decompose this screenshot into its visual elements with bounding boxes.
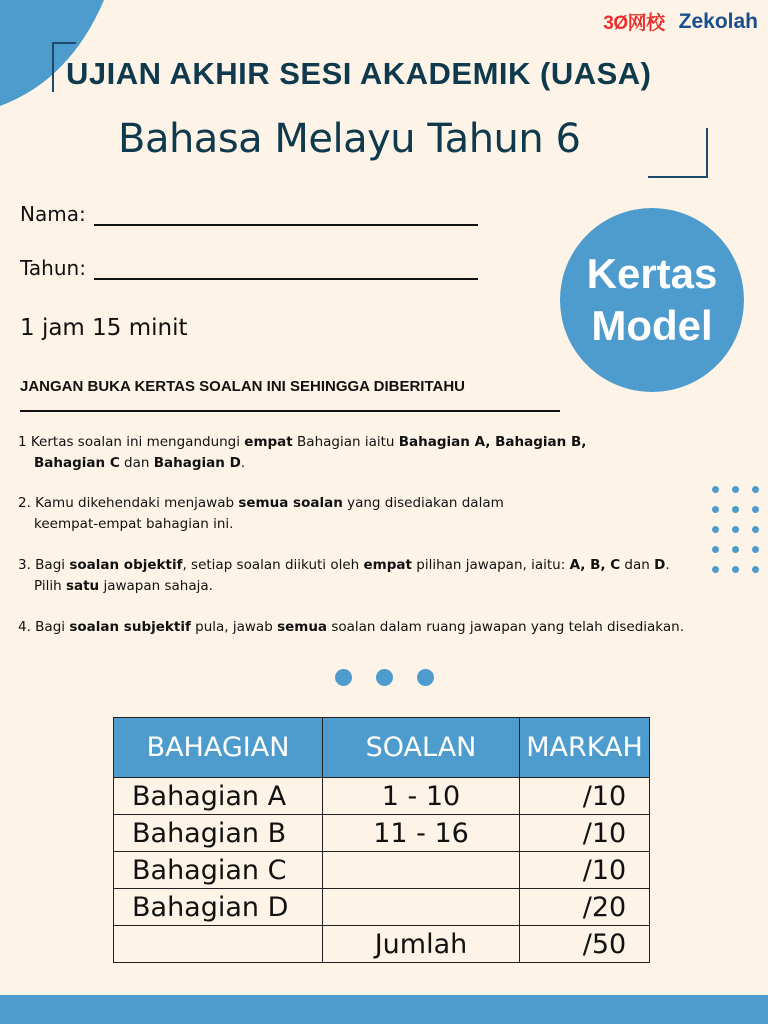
warning-underline <box>20 410 560 412</box>
exam-subtitle: Bahasa Melayu Tahun 6 <box>118 116 581 162</box>
header-markah: MARKAH <box>520 718 650 778</box>
table-row <box>114 778 650 815</box>
dot-grid-decoration <box>712 486 759 573</box>
cell-bahagian <box>114 926 323 963</box>
instruction-3: 3. Bagi soalan objektif, setiap soalan diikuti oleh empat pilihan jawapan, iaitu: A, B, C dan D. Pilih satu jawapan sahaja. <box>18 557 670 594</box>
cell-markah-total: /50 <box>520 926 650 963</box>
table-row <box>114 889 650 926</box>
instruction-4: 4. Bagi soalan subjektif pula, jawab semua soalan dalam ruang jawapan yang telah disediakan. <box>18 619 685 635</box>
cell-bahagian: Bahagian B <box>114 815 323 852</box>
warning-text: JANGAN BUKA KERTAS SOALAN INI SEHINGGA DIBERITAHU <box>20 378 466 395</box>
cell-jumlah: Jumlah <box>323 926 520 963</box>
logo-30wangxiao: 3Ø网校 <box>603 13 665 34</box>
cell-soalan <box>323 852 520 889</box>
exam-title: UJIAN AKHIR SESI AKADEMIK (UASA) <box>66 56 652 91</box>
cell-soalan: 11 - 16 <box>323 815 520 852</box>
cell-markah: /10 <box>520 778 650 815</box>
cell-markah: /20 <box>520 889 650 926</box>
table-header-row <box>114 718 650 778</box>
cell-markah: /10 <box>520 815 650 852</box>
instruction-1: 1 Kertas soalan ini mengandungi empat Bahagian iaitu Bahagian A, Bahagian B, Bahagian C dan Bahagian D. <box>18 434 587 471</box>
exam-duration: 1 jam 15 minit <box>20 315 188 341</box>
frame-corner-bottom-right <box>648 128 708 178</box>
cell-markah: /10 <box>520 852 650 889</box>
cell-bahagian: Bahagian C <box>114 852 323 889</box>
logo-bar <box>603 8 758 35</box>
tahun-field <box>20 256 478 280</box>
nama-blank-line <box>94 204 478 226</box>
cell-soalan <box>323 889 520 926</box>
instruction-2: 2. Kamu dikehendaki menjawab semua soalan yang disediakan dalam keempat-empat bahagian ini. <box>18 495 504 532</box>
table-row <box>114 815 650 852</box>
cell-bahagian: Bahagian D <box>114 889 323 926</box>
tahun-label: Tahun: <box>20 256 86 280</box>
bottom-bar <box>0 995 768 1024</box>
marks-table <box>113 717 650 963</box>
table-total-row <box>114 926 650 963</box>
header-bahagian: BAHAGIAN <box>114 718 323 778</box>
kertas-model-badge <box>560 208 744 392</box>
table-row <box>114 852 650 889</box>
badge-line-1: Kertas <box>586 249 718 297</box>
logo-zekolah: Zekolah <box>678 9 758 33</box>
ellipsis-decoration <box>335 669 434 686</box>
cell-soalan: 1 - 10 <box>323 778 520 815</box>
header-soalan: SOALAN <box>323 718 520 778</box>
tahun-blank-line <box>94 258 478 280</box>
nama-label: Nama: <box>20 202 86 226</box>
cell-bahagian: Bahagian A <box>114 778 323 815</box>
badge-line-2: Model <box>591 302 713 349</box>
nama-field <box>20 202 478 226</box>
